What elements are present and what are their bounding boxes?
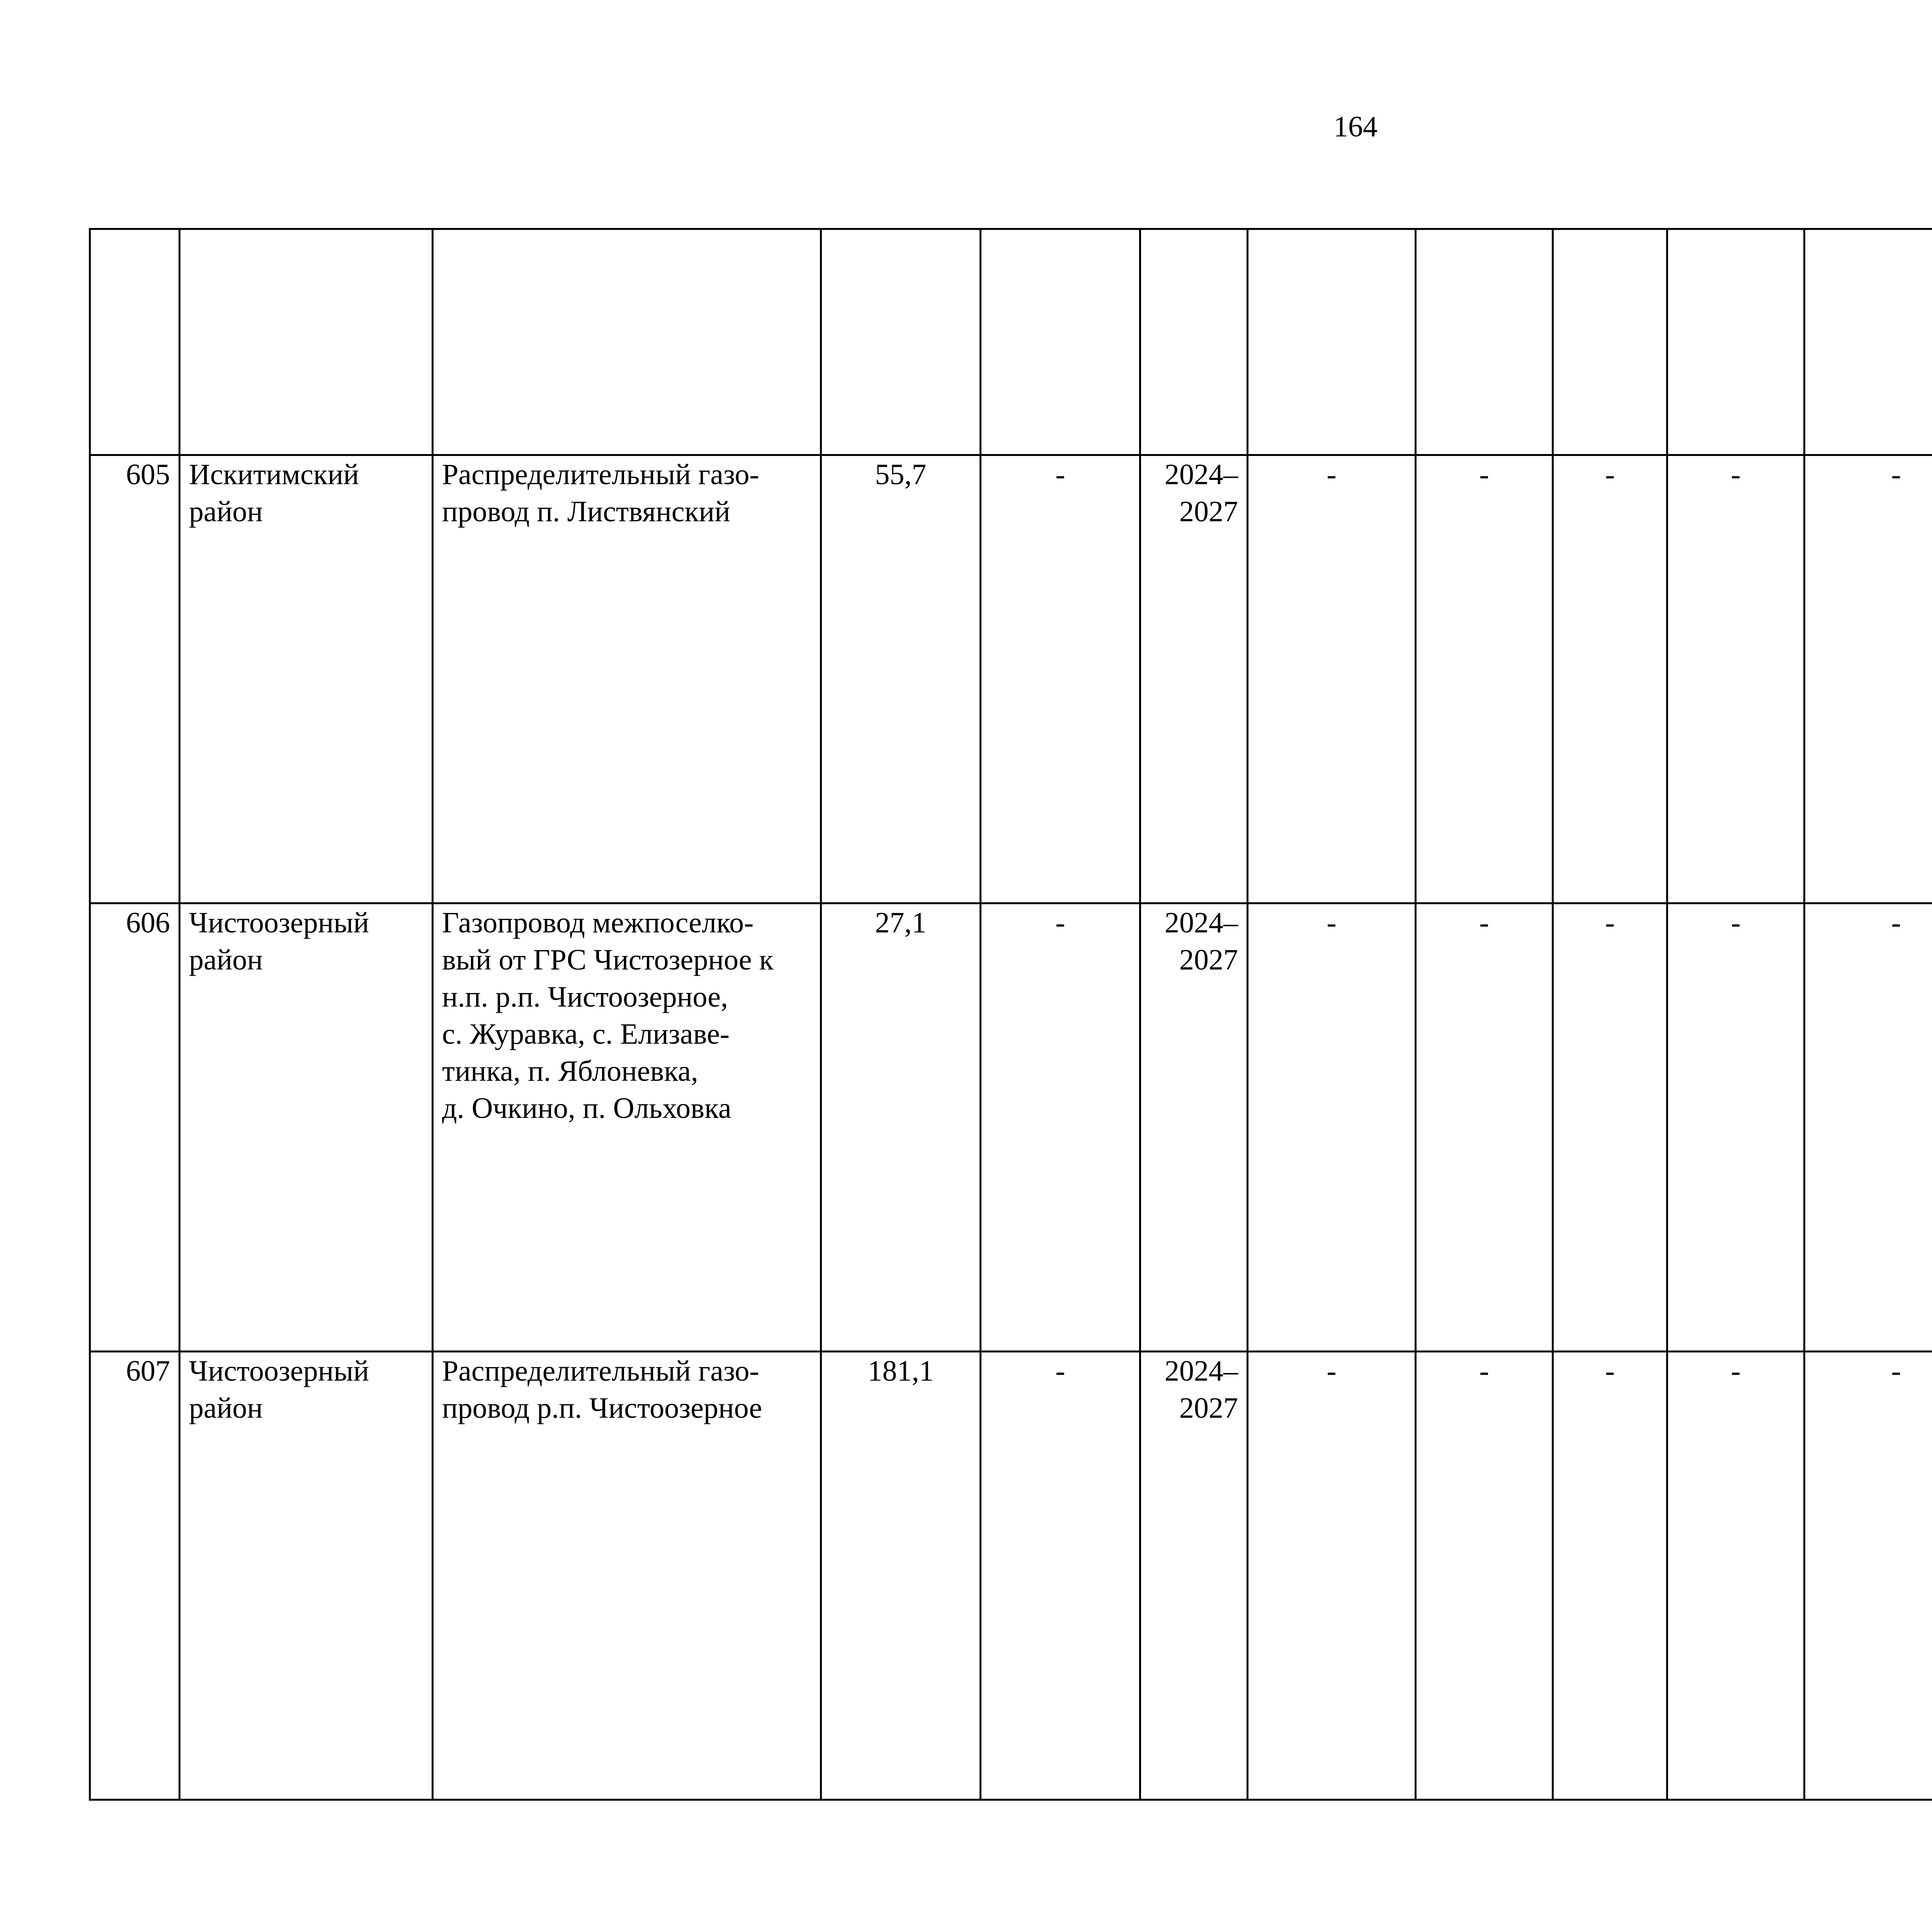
- cell-col9: [1553, 229, 1667, 455]
- cell-district: [180, 229, 433, 455]
- cell-col7: -: [1248, 1352, 1416, 1800]
- cell-col8: -: [1416, 1352, 1553, 1800]
- page-number: 164: [1333, 111, 1378, 143]
- cell-col11: -: [1804, 455, 1932, 903]
- cell-period: [1140, 229, 1248, 455]
- cell-col7: -: [1248, 455, 1416, 903]
- table-row-continuation: [90, 229, 1932, 455]
- cell-col9: -: [1553, 1352, 1667, 1800]
- cell-district: Чистоозерный район: [180, 1352, 433, 1800]
- cell-col5: -: [981, 1352, 1140, 1800]
- cell-col9: -: [1553, 903, 1667, 1352]
- cell-num: 605: [90, 455, 180, 903]
- table-row: [90, 455, 1932, 903]
- cell-length: [821, 229, 981, 455]
- cell-col10: -: [1667, 903, 1804, 1352]
- cell-col8: [1416, 229, 1553, 455]
- cell-num: 606: [90, 903, 180, 1352]
- cell-num: [90, 229, 180, 455]
- cell-length: 27,1: [821, 903, 981, 1352]
- cell-object: [433, 229, 821, 455]
- cell-col11: -: [1804, 1352, 1932, 1800]
- cell-col11: [1804, 229, 1932, 455]
- cell-col11: -: [1804, 903, 1932, 1352]
- cell-col5: -: [981, 903, 1140, 1352]
- cell-col7: [1248, 229, 1416, 455]
- cell-num: 607: [90, 1352, 180, 1800]
- cell-col9: -: [1553, 455, 1667, 903]
- cell-period: 2024– 2027: [1140, 903, 1248, 1352]
- cell-period: 2024– 2027: [1140, 455, 1248, 903]
- cell-length: 181,1: [821, 1352, 981, 1800]
- cell-district: Чистоозерный район: [180, 903, 433, 1352]
- cell-col10: -: [1667, 1352, 1804, 1800]
- table-row: [90, 1352, 1932, 1800]
- cell-col10: -: [1667, 455, 1804, 903]
- cell-object: Распределительный газо- провод р.п. Чистоозерное: [433, 1352, 821, 1800]
- cell-col7: -: [1248, 903, 1416, 1352]
- cell-col10: [1667, 229, 1804, 455]
- cell-object: Газопровод межпоселко- вый от ГРС Чистозерное к н.п. р.п. Чистоозерное, с. Журавка, с. Елизаве- тинка, п. Яблоневка, д. Очкино, п. Ольховка: [433, 903, 821, 1352]
- cell-length: 55,7: [821, 455, 981, 903]
- table-row: [90, 903, 1932, 1352]
- cell-col5: [981, 229, 1140, 455]
- cell-district: Искитимский район: [180, 455, 433, 903]
- cell-col5: -: [981, 455, 1140, 903]
- cell-period: 2024– 2027: [1140, 1352, 1248, 1800]
- cell-col8: -: [1416, 903, 1553, 1352]
- cell-object: Распределительный газо- провод п. Листвянский: [433, 455, 821, 903]
- cell-col8: -: [1416, 455, 1553, 903]
- objects-table: [89, 228, 1932, 1801]
